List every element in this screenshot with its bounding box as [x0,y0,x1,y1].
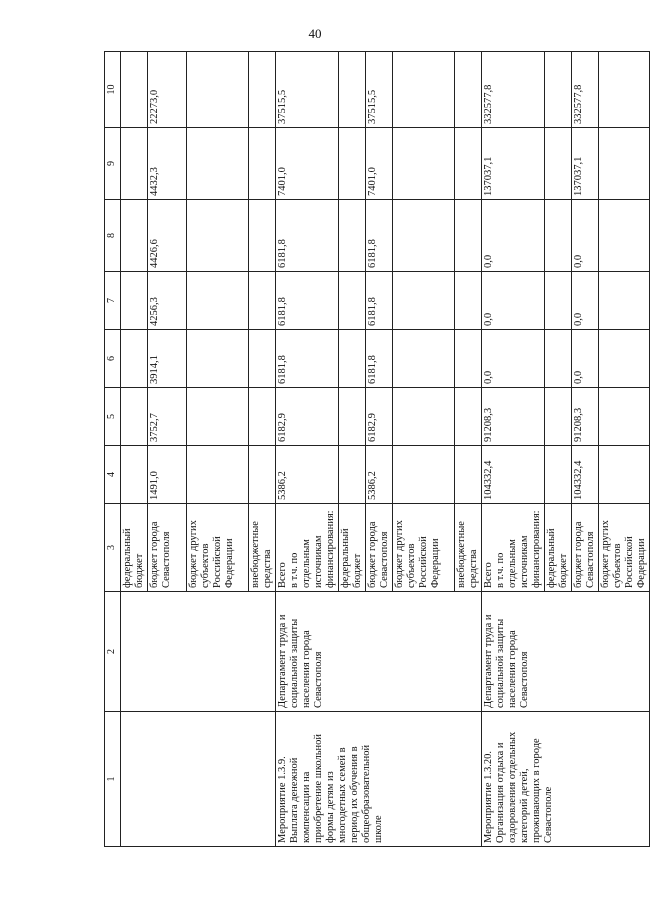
value-cell [545,128,572,200]
value-cell [455,388,482,446]
value-cell [187,200,249,272]
value-cell [187,272,249,330]
table-row [276,52,339,847]
header-cell: 2 [105,592,121,712]
source-cell: федеральный бюджет [121,504,148,592]
value-cell [187,52,249,128]
value-cell [599,200,650,272]
value-cell [599,388,650,446]
value-cell [545,200,572,272]
value-cell [187,388,249,446]
value-cell [121,388,148,446]
source-cell: бюджет города Севастополя [572,504,599,592]
source-cell: Всего в т.ч. по отдельным источникам финансирования: [276,504,339,592]
value-cell [249,272,276,330]
value-cell: 7401,0 [276,128,339,200]
value-cell: 1491,0 [148,446,187,504]
value-cell [545,52,572,128]
source-cell: Всего в т.ч. по отдельным источникам финансирования: [482,504,545,592]
value-cell [339,388,366,446]
value-cell [249,330,276,388]
activity-cell [121,712,276,847]
page-number: 40 [308,26,322,41]
value-cell [455,446,482,504]
value-cell: 6181,8 [366,272,393,330]
value-cell: 332577,8 [482,52,545,128]
value-cell [121,200,148,272]
value-cell [249,200,276,272]
value-cell: 6181,8 [366,200,393,272]
value-cell [599,446,650,504]
source-cell: бюджет города Севастополя [148,504,187,592]
value-cell [121,446,148,504]
value-cell [339,128,366,200]
value-cell [121,330,148,388]
source-cell: внебюджетные средства [249,504,276,592]
value-cell: 4432,3 [148,128,187,200]
value-cell [121,128,148,200]
executor-cell: Департамент труда и социальной защиты населения города Севастополя [482,592,650,712]
executor-cell: Департамент труда и социальной защиты населения города Севастополя [276,592,482,712]
value-cell [339,200,366,272]
table-row [482,52,545,847]
value-cell [455,272,482,330]
header-cell: 7 [105,272,121,330]
source-cell: бюджет других субъектов Российской Федерации [187,504,249,592]
value-cell [393,200,455,272]
value-cell: 5386,2 [276,446,339,504]
value-cell [455,128,482,200]
value-cell [249,128,276,200]
source-cell: бюджет других субъектов Российской Федерации [393,504,455,592]
header-cell: 3 [105,504,121,592]
value-cell [339,446,366,504]
value-cell: 5386,2 [366,446,393,504]
value-cell [187,128,249,200]
value-cell [599,128,650,200]
value-cell [599,52,650,128]
header-cell: 9 [105,128,121,200]
value-cell: 0,0 [482,200,545,272]
value-cell: 37515,5 [366,52,393,128]
value-cell: 0,0 [482,330,545,388]
executor-cell [121,592,276,712]
value-cell: 6182,9 [366,388,393,446]
value-cell: 4256,3 [148,272,187,330]
header-cell: 5 [105,388,121,446]
activity-cell: Мероприятие 1.3.9. Выплата денежной компенсации на приобретение школьной формы детям из многодетных семей в период их обучения в общеобразовательной школе [276,712,482,847]
header-row [105,52,121,847]
source-cell: внебюджетные средства [455,504,482,592]
value-cell: 0,0 [572,200,599,272]
value-cell: 0,0 [482,272,545,330]
value-cell [455,200,482,272]
value-cell [393,272,455,330]
value-cell [545,446,572,504]
activity-cell: Мероприятие 1.3.20. Организация отдыха и оздоровления отдельных категорий детей, проживающих в городе Севастополе [482,712,650,847]
source-cell: бюджет города Севастополя [366,504,393,592]
source-cell: бюджет других субъектов Российской Федерации [599,504,650,592]
funding-table [104,51,650,847]
header-cell: 6 [105,330,121,388]
value-cell [393,128,455,200]
rotated-table-page [104,52,647,847]
value-cell [599,272,650,330]
source-cell: федеральный бюджет [545,504,572,592]
value-cell [545,388,572,446]
value-cell: 4426,6 [148,200,187,272]
value-cell: 6181,8 [276,200,339,272]
value-cell: 6181,8 [366,330,393,388]
header-cell: 10 [105,52,121,128]
value-cell [393,388,455,446]
value-cell [393,52,455,128]
value-cell [187,330,249,388]
value-cell: 104332,4 [572,446,599,504]
value-cell: 0,0 [572,330,599,388]
value-cell [599,330,650,388]
value-cell [455,330,482,388]
value-cell [393,330,455,388]
value-cell [455,52,482,128]
value-cell [121,272,148,330]
value-cell: 37515,5 [276,52,339,128]
value-cell: 91208,3 [572,388,599,446]
value-cell: 6181,8 [276,272,339,330]
value-cell: 137037,1 [482,128,545,200]
value-cell [339,272,366,330]
value-cell [121,52,148,128]
value-cell: 6182,9 [276,388,339,446]
value-cell [249,446,276,504]
value-cell: 3914,1 [148,330,187,388]
header-cell: 1 [105,712,121,847]
value-cell: 137037,1 [572,128,599,200]
value-cell: 22273,0 [148,52,187,128]
value-cell: 7401,0 [366,128,393,200]
value-cell [545,272,572,330]
value-cell: 3752,7 [148,388,187,446]
value-cell [393,446,455,504]
value-cell [249,388,276,446]
value-cell [187,446,249,504]
value-cell [339,52,366,128]
value-cell: 91208,3 [482,388,545,446]
table-row [121,52,148,847]
source-cell: федеральный бюджет [339,504,366,592]
value-cell: 6181,8 [276,330,339,388]
header-cell: 4 [105,446,121,504]
value-cell: 104332,4 [482,446,545,504]
value-cell: 0,0 [572,272,599,330]
value-cell: 332577,8 [572,52,599,128]
value-cell [249,52,276,128]
header-cell: 8 [105,200,121,272]
value-cell [545,330,572,388]
value-cell [339,330,366,388]
